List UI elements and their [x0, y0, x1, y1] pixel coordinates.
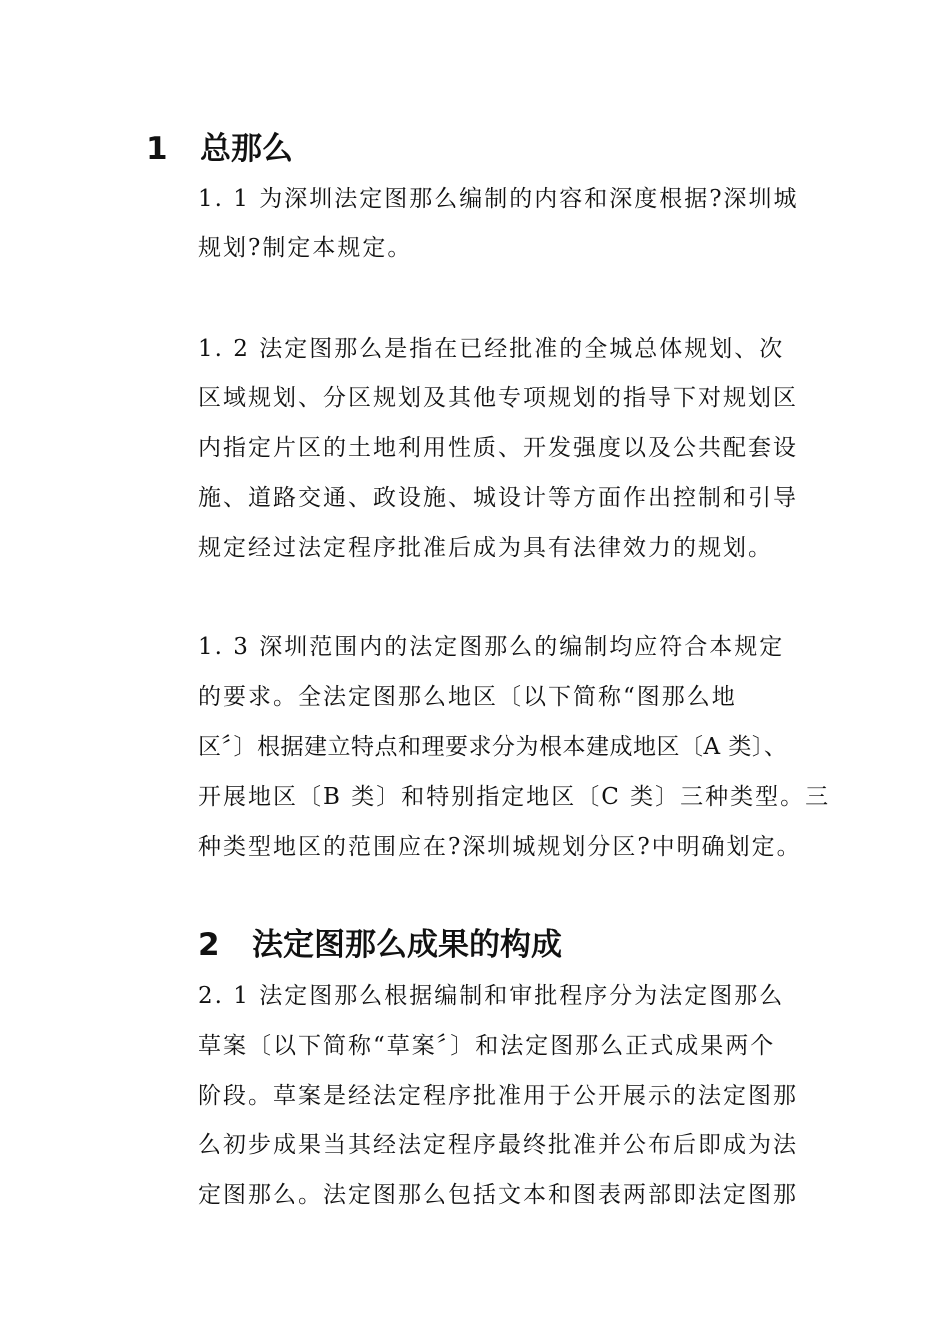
- paragraph-line: 1. 1 为深圳法定图那么编制的内容和深度根据?深圳城: [198, 186, 799, 212]
- paragraph-line: 种类型地区的范围应在?深圳城规划分区?中明确划定。: [198, 834, 802, 860]
- paragraph-line: 区〞〕根据建立特点和理要求分为根本建成地区〔A 类〕、: [198, 734, 788, 760]
- paragraph-line: 草案〔以下简称“草案〞〕和法定图那么正式成果两个: [198, 1033, 776, 1059]
- section-number: 1: [146, 131, 168, 167]
- paragraph-line: 1. 3 深圳范围内的法定图那么的编制均应符合本规定: [198, 634, 785, 660]
- paragraph-line: 规划?制定本规定。: [198, 235, 413, 261]
- paragraph-line: 2. 1 法定图那么根据编制和审批程序分为法定图那么: [198, 983, 785, 1009]
- paragraph-line: 么初步成果当其经法定程序最终批准并公布后即成为法: [198, 1132, 798, 1158]
- paragraph-line: 定图那么。法定图那么包括文本和图表两部即法定图那: [198, 1182, 798, 1208]
- paragraph-line: 的要求。全法定图那么地区〔以下简称“图那么地: [198, 684, 737, 710]
- paragraph-line: 阶段。草案是经法定程序批准用于公开展示的法定图那: [198, 1083, 798, 1109]
- paragraph-line: 区域规划、分区规划及其他专项规划的指导下对规划区: [198, 385, 798, 411]
- paragraph-line: 施、道路交通、政设施、城设计等方面作出控制和引导: [198, 485, 798, 511]
- section-2-heading: [198, 927, 562, 963]
- section-title: 总那么: [200, 131, 293, 167]
- paragraph-line: 开展地区〔B 类〕和特别指定地区〔C 类〕三种类型。三: [198, 784, 831, 810]
- paragraph-line: 内指定片区的土地利用性质、开发强度以及公共配套设: [198, 435, 798, 461]
- section-1-heading: [146, 131, 293, 167]
- section-title: 法定图那么成果的构成: [252, 927, 562, 963]
- paragraph-line: 规定经过法定程序批准后成为具有法律效力的规划。: [198, 535, 773, 561]
- paragraph-line: 1. 2 法定图那么是指在已经批准的全城总体规划、次: [198, 336, 785, 362]
- section-number: 2: [198, 927, 220, 963]
